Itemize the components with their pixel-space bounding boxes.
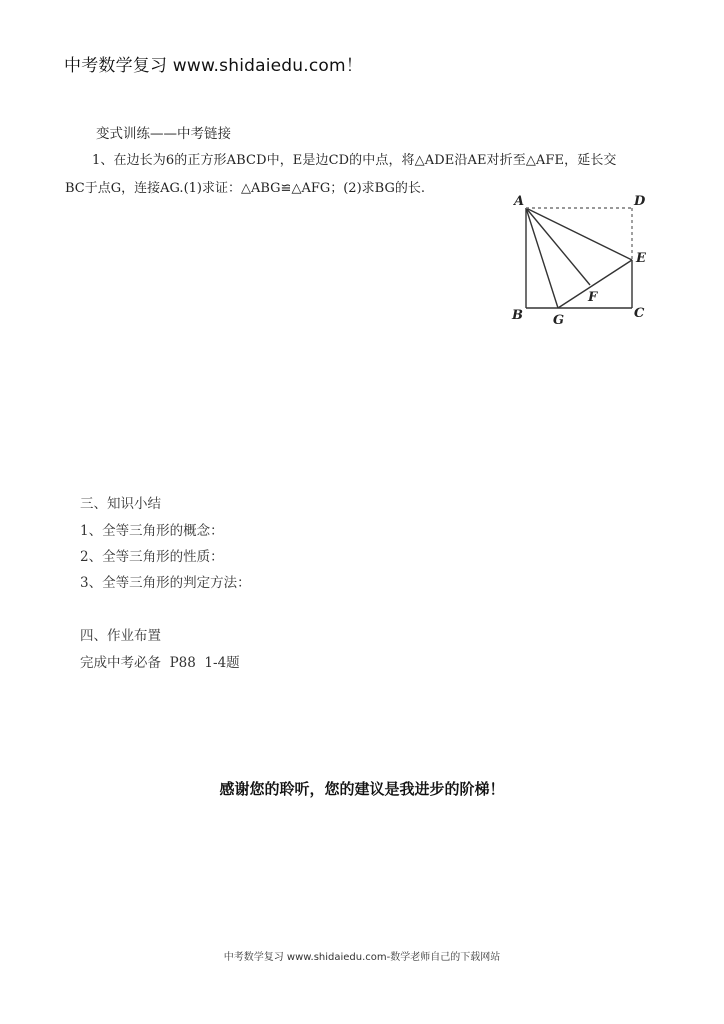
- summary-item-3: 3、全等三角形的判定方法：: [80, 575, 251, 591]
- label-e: E: [636, 251, 646, 266]
- label-d: D: [634, 194, 646, 209]
- label-g: G: [553, 313, 565, 328]
- summary-heading: 三、知识小结: [80, 496, 161, 512]
- closing-message: 感谢您的聆听，您的建议是我进步的阶梯！: [219, 780, 505, 798]
- geometry-figure: [508, 188, 658, 328]
- label-a: A: [514, 194, 525, 209]
- label-f: F: [588, 290, 598, 305]
- problem-text-line-1: 1、在边长为6的正方形ABCD中，E是边CD的中点，将△ADE沿AE对折至△AFE，延长交: [92, 153, 617, 168]
- label-c: C: [634, 306, 645, 321]
- label-b: B: [512, 308, 523, 323]
- segment-ae: [526, 208, 632, 260]
- segment-ag: [526, 208, 558, 308]
- problem-text-line-2: BC于点G，连接AG.(1)求证：△ABG≌△AFG；(2)求BG的长.: [65, 181, 425, 196]
- summary-item-2: 2、全等三角形的性质：: [80, 549, 224, 565]
- summary-item-1: 1、全等三角形的概念：: [80, 523, 224, 539]
- homework-task: 完成中考必备 P88 1-4题: [80, 655, 240, 671]
- page-header: 中考数学复习 www.shidaiedu.com！: [64, 56, 363, 76]
- page-footer: 中考数学复习 www.shidaiedu.com-数学老师自己的下载网站: [223, 952, 501, 963]
- homework-heading: 四、作业布置: [80, 628, 161, 644]
- exercise-title: 变式训练——中考链接: [96, 126, 231, 142]
- segment-af: [526, 208, 590, 285]
